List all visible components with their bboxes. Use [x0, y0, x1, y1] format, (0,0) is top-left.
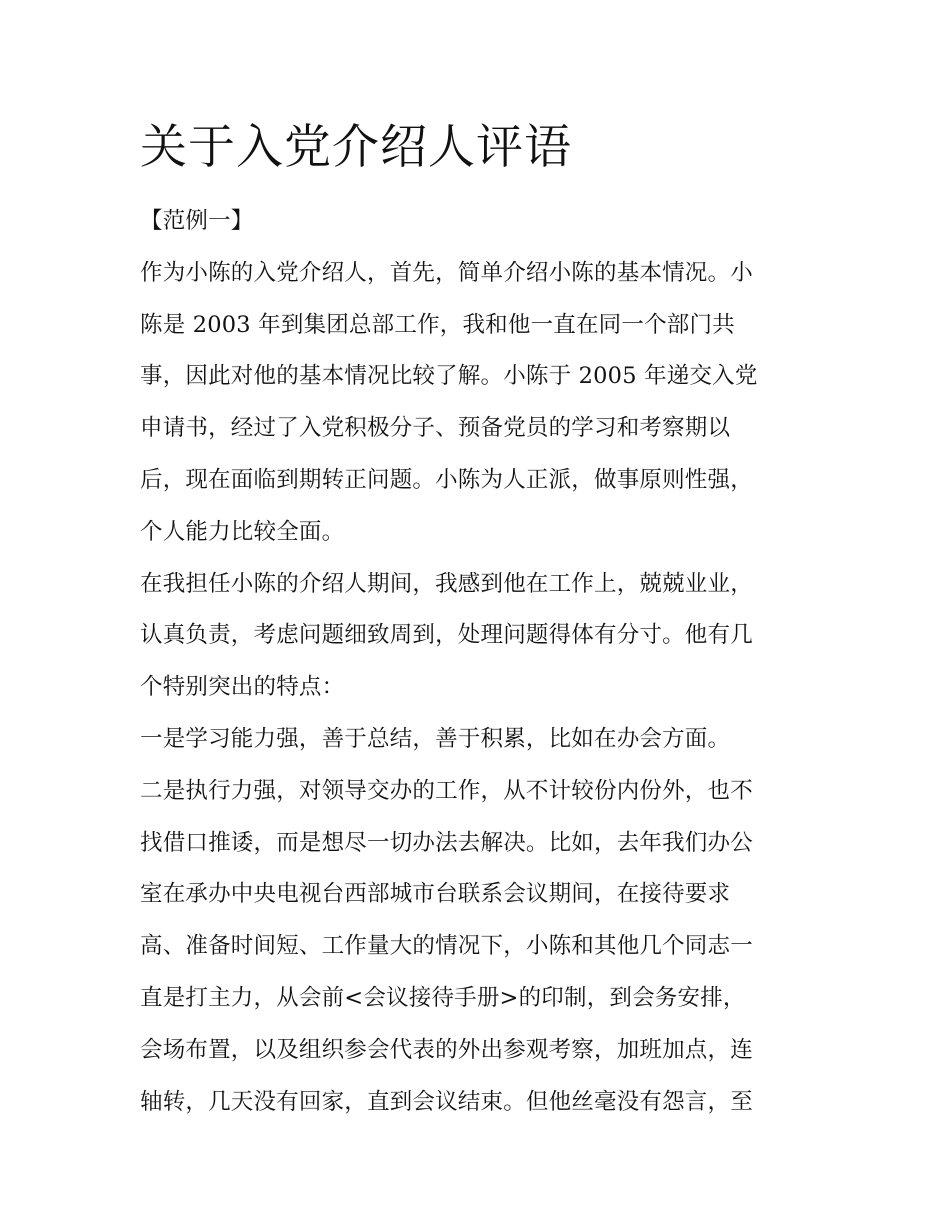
paragraph-line: 事，因此对他的基本情况比较了解。小陈于 2005 年递交入党	[140, 363, 758, 390]
document-title: 关于入党介绍人评语	[140, 120, 572, 175]
paragraph-line: 个人能力比较全面。	[140, 518, 345, 545]
paragraph-line: 会场布置，以及组织参会代表的外出参观考察，加班加点，连	[140, 1036, 753, 1063]
paragraph-line: 认真负责，考虑问题细致周到，处理问题得体有分寸。他有几	[140, 622, 753, 649]
paragraph-line: 陈是 2003 年到集团总部工作，我和他一直在同一个部门共	[140, 311, 735, 338]
paragraph-line: 找借口推诿，而是想尽一切办法去解决。比如，去年我们办公	[140, 829, 753, 856]
paragraph-line: 轴转，几天没有回家，直到会议结束。但他丝毫没有怨言，至	[140, 1088, 753, 1115]
document-body	[140, 196, 840, 1128]
section-heading: 【范例一】	[140, 208, 254, 234]
paragraph-line: 高、准备时间短、工作量大的情况下，小陈和其他几个同志一	[140, 933, 753, 960]
paragraph-line: 一是学习能力强，善于总结，善于积累，比如在办会方面。	[140, 725, 731, 752]
paragraph-line: 二是执行力强，对领导交办的工作，从不计较份内份外，也不	[140, 777, 753, 804]
paragraph-line: 在我担任小陈的介绍人期间，我感到他在工作上，兢兢业业，	[140, 570, 753, 597]
paragraph-line: 作为小陈的入党介绍人，首先，简单介绍小陈的基本情况。小	[140, 259, 753, 286]
paragraph-line: 个特别突出的特点：	[140, 674, 345, 701]
paragraph-line: 申请书，经过了入党积极分子、预备党员的学习和考察期以	[140, 415, 731, 442]
paragraph-line: 直是打主力，从会前<会议接待手册>的印制，到会务安排，	[140, 984, 746, 1011]
paragraph-line: 后，现在面临到期转正问题。小陈为人正派，做事原则性强，	[140, 466, 753, 493]
paragraph-line: 室在承办中央电视台西部城市台联系会议期间，在接待要求	[140, 881, 731, 908]
